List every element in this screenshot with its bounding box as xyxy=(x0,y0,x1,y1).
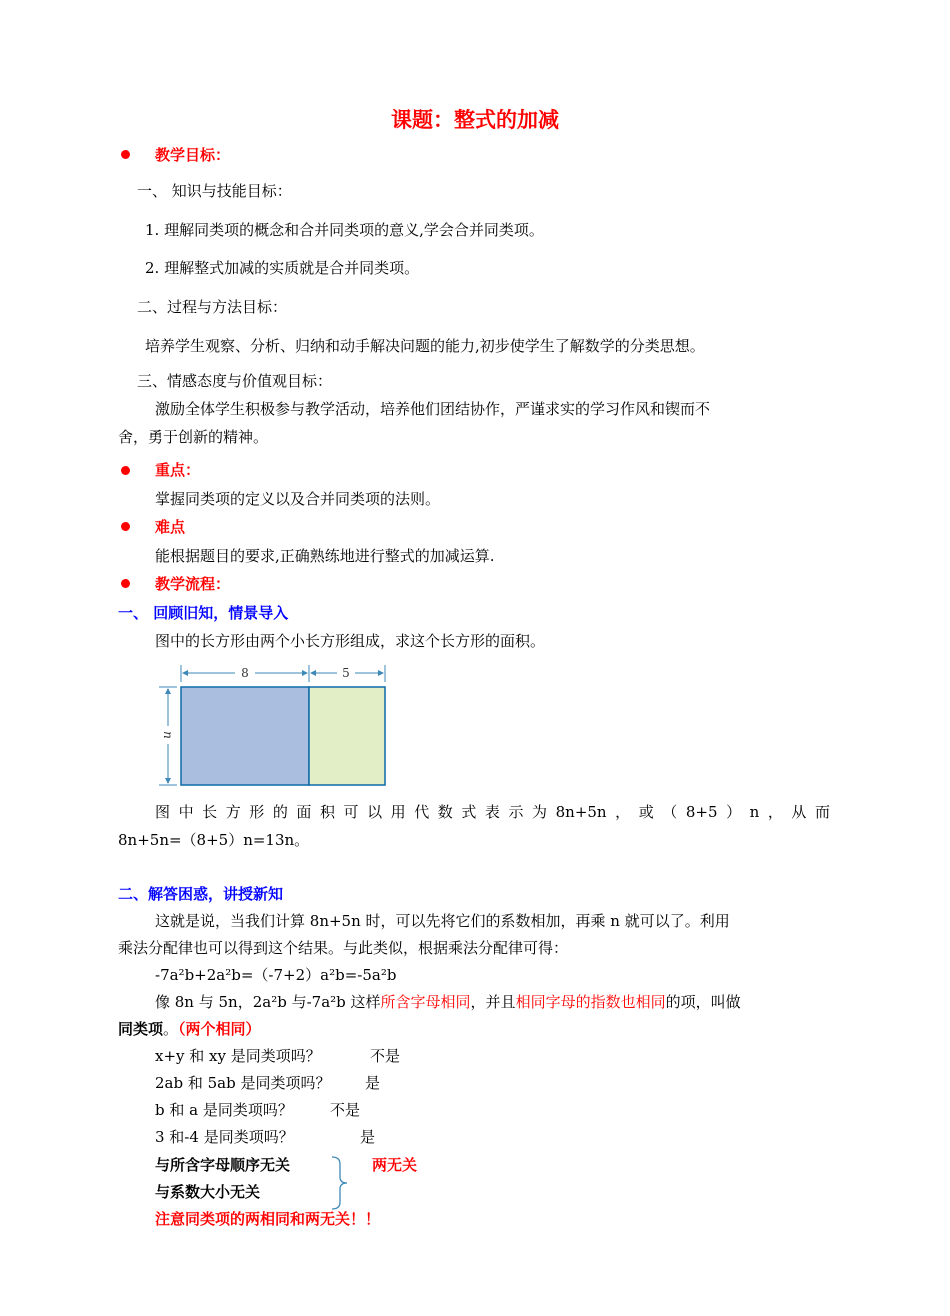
definition-line xyxy=(155,992,741,1012)
rule-2: 与系数大小无关 xyxy=(155,1183,261,1201)
definition-term: 同类项 xyxy=(118,1020,164,1038)
rectangle-figure xyxy=(153,660,389,788)
step1-text: 图中的长方形由两个小长方形组成，求这个长方形的面积。 xyxy=(155,632,546,650)
objective2-text: 培养学生观察、分析、归纳和动手解决问题的能力,初步使学生了解数学的分类思想。 xyxy=(145,337,705,355)
step2-text-line2: 乘法分配律也可以得到这个结果。与此类似，根据乘法分配律可得： xyxy=(118,939,569,957)
definition-highlight2: 相同字母的指数也相同 xyxy=(515,993,666,1011)
rule-label: 两无关 xyxy=(372,1156,418,1174)
bullet-icon xyxy=(121,466,130,475)
page-title: 课题：整式的加减 xyxy=(391,107,559,132)
width-right-label: 5 xyxy=(342,666,350,680)
width-left-label: 8 xyxy=(241,666,249,680)
objective1-item1: 1. 理解同类项的概念和合并同类项的意义,学会合并同类项。 xyxy=(145,221,544,239)
definition-highlight1: 所含字母相同 xyxy=(380,993,471,1011)
height-label: n xyxy=(161,731,175,739)
key-points-text: 掌握同类项的定义以及合并同类项的法则。 xyxy=(155,490,441,508)
definition-part3: 的项，叫做 xyxy=(665,993,741,1011)
answer-2: 是 xyxy=(365,1074,381,1092)
bullet-icon xyxy=(121,579,130,588)
definition-part2: ，并且 xyxy=(470,993,516,1011)
definition-note: （两个相同） xyxy=(178,1020,261,1038)
formula: -7a²b+2a²b=（-7+2）a²b=-5a²b xyxy=(155,966,397,984)
bullet-icon xyxy=(121,522,130,531)
objective1-heading: 一、 知识与技能目标： xyxy=(137,182,292,200)
objective2-heading: 二、过程与方法目标： xyxy=(137,298,288,316)
bullet-icon xyxy=(121,150,130,159)
section-objectives: 教学目标： xyxy=(155,146,231,164)
step2-text-line1: 这就是说，当我们计算 8n+5n 时，可以先将它们的系数相加，再乘 n 就可以了。利用 xyxy=(155,912,730,930)
rule-1: 与所含字母顺序无关 xyxy=(155,1156,291,1174)
step2-heading: 二、解答困惑，讲授新知 xyxy=(118,885,284,903)
brace-icon xyxy=(330,1154,352,1212)
area-text-line1: 图中长方形的面积可以用代数式表示为8n+5n，或（8+5）n，从而 xyxy=(155,803,830,821)
difficulty-text: 能根据题目的要求,正确熟练地进行整式的加减运算. xyxy=(155,547,495,565)
objective3-heading: 三、情感态度与价值观目标： xyxy=(137,372,333,390)
note-text: 注意同类项的两相同和两无关！！ xyxy=(155,1210,381,1228)
step1-heading: 一、 回顾旧知，情景导入 xyxy=(118,604,289,622)
definition-term-end: 。 xyxy=(163,1020,179,1038)
question-3: b 和 a 是同类项吗？ xyxy=(155,1101,293,1119)
area-text-line2: 8n+5n=（8+5）n=13n。 xyxy=(118,831,310,849)
section-key-points: 重点： xyxy=(155,461,201,479)
question-2: 2ab 和 5ab 是同类项吗？ xyxy=(155,1074,331,1092)
objective3-text-line2: 舍，勇于创新的精神。 xyxy=(118,428,269,446)
question-1: x+y 和 xy 是同类项吗？ xyxy=(155,1047,321,1065)
definition-term-line xyxy=(118,1019,261,1039)
answer-3: 不是 xyxy=(330,1101,361,1119)
definition-part1: 像 8n 与 5n，2a²b 与-7a²b 这样 xyxy=(155,993,381,1011)
section-difficulty: 难点 xyxy=(155,518,186,536)
objective3-text-line1: 激励全体学生积极参与教学活动，培养他们团结协作，严谨求实的学习作风和锲而不 xyxy=(155,400,711,418)
section-process: 教学流程： xyxy=(155,575,231,593)
answer-4: 是 xyxy=(360,1128,376,1146)
answer-1: 不是 xyxy=(370,1047,401,1065)
question-4: 3 和-4 是同类项吗？ xyxy=(155,1128,294,1146)
objective1-item2: 2. 理解整式加减的实质就是合并同类项。 xyxy=(145,259,420,277)
